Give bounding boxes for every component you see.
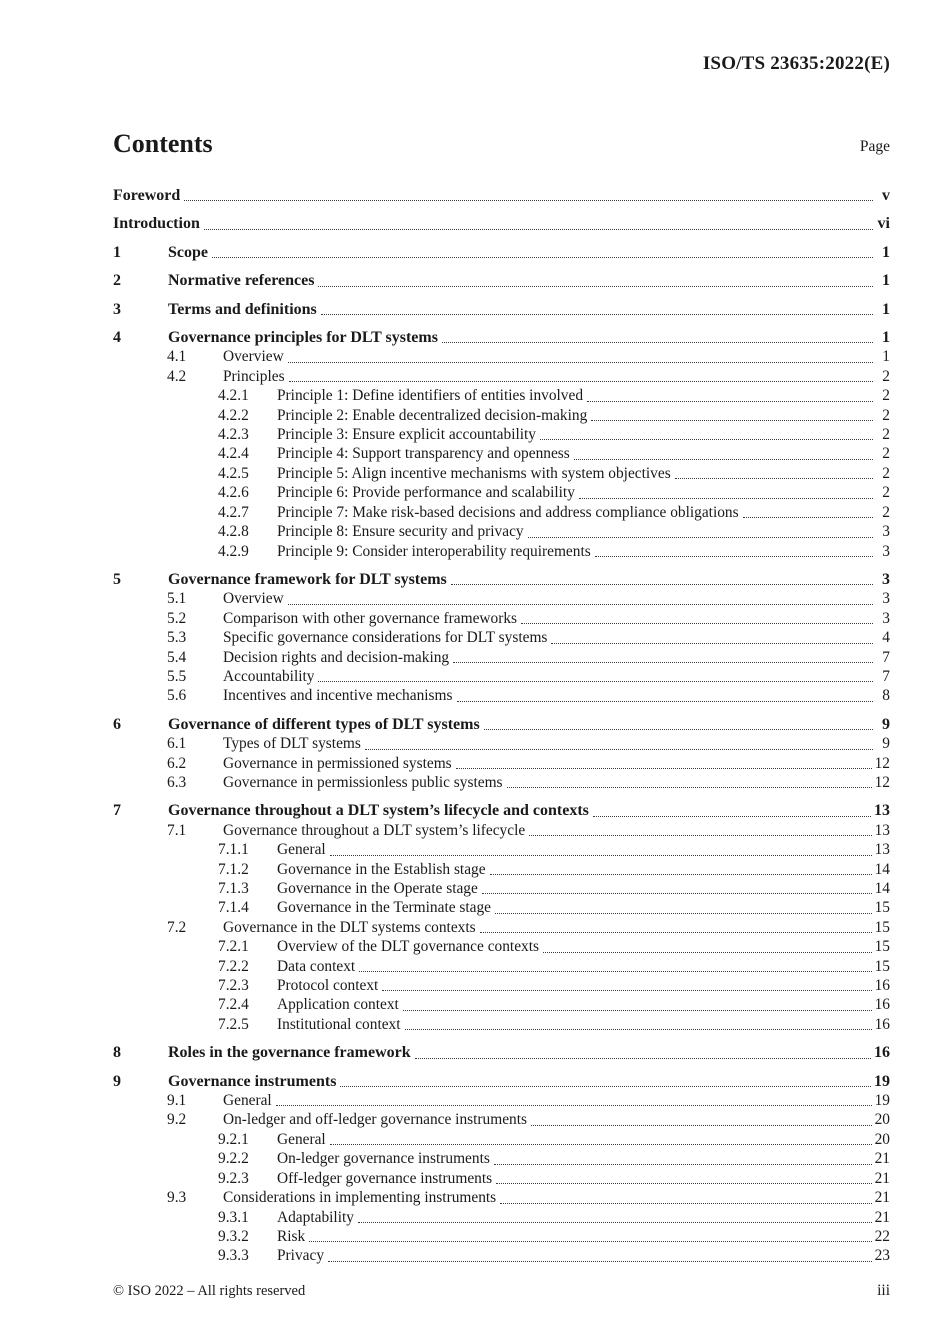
leader-dots: [495, 913, 872, 914]
toc-entry-page: 3: [882, 542, 890, 560]
toc-clause-number: 7.1.3: [218, 880, 249, 897]
toc-clause-number: 4.2.9: [218, 542, 249, 560]
toc-clause-number: 1: [113, 243, 121, 261]
toc-clause-number: 3: [113, 300, 121, 318]
toc-clause-number: 7.2.5: [218, 1015, 249, 1033]
leader-dots: [321, 314, 873, 315]
toc-row: [113, 522, 890, 541]
toc-clause-number: 6.2: [167, 754, 187, 772]
toc-row: [113, 367, 890, 386]
toc-row: [113, 773, 890, 792]
toc-entry-title: Principle 6: Provide performance and scalability: [277, 484, 575, 502]
toc-entry-title: Overview: [223, 348, 284, 366]
leader-dots: [330, 1144, 872, 1145]
toc-entry-title: Principle 7: Make risk-based decisions and address compliance obligations: [277, 503, 739, 521]
toc-entry-title: Principles: [223, 367, 285, 385]
toc-row: [113, 483, 890, 502]
leader-dots: [551, 643, 873, 644]
toc-entry-title: Roles in the governance framework: [168, 1044, 411, 1062]
toc-clause-number: 7.2.4: [218, 996, 249, 1014]
toc-clause-number: 4.2.2: [218, 406, 249, 424]
toc-row: [113, 686, 890, 705]
leader-dots: [276, 1105, 872, 1106]
copyright-notice: © ISO 2022 – All rights reserved: [113, 1283, 306, 1299]
leader-dots: [675, 478, 873, 479]
toc-entry-page: 21: [874, 1150, 890, 1168]
leader-dots: [403, 1010, 872, 1011]
toc-entry-title: On-ledger governance instruments: [277, 1150, 490, 1168]
toc-entry-title: Principle 1: Define identifiers of entities involved: [277, 387, 584, 405]
toc-entry-page: 13: [874, 841, 890, 859]
toc-entry-title: Governance in permissionless public systems: [223, 773, 503, 791]
leader-dots: [288, 362, 873, 363]
toc-row: [113, 734, 890, 753]
toc-clause-number: 5.5: [167, 667, 187, 685]
toc-row: [113, 214, 890, 233]
leader-dots: [340, 1086, 871, 1087]
toc-entry-title: Governance of different types of DLT systems: [168, 715, 480, 733]
toc-entry-title: Governance instruments: [168, 1072, 337, 1090]
toc-clause-number: 4.2.4: [218, 445, 249, 463]
toc-entry-title: Governance in the Establish stage: [277, 860, 486, 878]
toc-entry-title: Overview of the DLT governance contexts: [277, 938, 539, 956]
toc-clause-number: 4.2.5: [218, 464, 249, 482]
toc-entry-title: Data context: [277, 957, 356, 975]
leader-dots: [365, 749, 873, 750]
toc-clause-number: 9.2.2: [218, 1150, 249, 1168]
leader-dots: [453, 662, 873, 663]
toc-clause-number: 7.2.2: [218, 957, 249, 975]
toc-row: [113, 628, 890, 647]
leader-dots: [529, 835, 871, 836]
leader-dots: [204, 229, 873, 230]
leader-dots: [415, 1058, 871, 1059]
toc-entry-page: 13: [874, 802, 890, 820]
toc-row: [113, 1227, 890, 1246]
toc-row: [113, 898, 890, 917]
toc-entry-title: Governance framework for DLT systems: [168, 570, 447, 588]
toc-entry-title: Governance in the Operate stage: [277, 880, 478, 897]
page-number: iii: [877, 1282, 890, 1299]
toc-entry-page: 12: [874, 754, 890, 772]
toc-entry-page: 3: [882, 570, 890, 588]
toc-entry-title: General: [223, 1092, 272, 1110]
toc-row: [113, 840, 890, 859]
leader-dots: [595, 556, 873, 557]
toc-entry-title: Governance in permissioned systems: [223, 754, 452, 772]
leader-dots: [484, 729, 873, 730]
leader-dots: [184, 200, 873, 201]
toc-entry-page: 20: [874, 1130, 890, 1148]
toc-clause-number: 4.2.8: [218, 523, 249, 541]
document-reference: ISO/TS 23635:2022(E): [702, 53, 890, 74]
toc-entry-page: 4: [882, 629, 890, 647]
toc-entry-title: Institutional context: [277, 1015, 401, 1033]
toc-clause-number: 6.3: [167, 773, 187, 791]
toc-entry-page: 14: [874, 860, 890, 878]
toc-clause-number: 7.2.1: [218, 938, 249, 956]
toc-entry-title: Governance principles for DLT systems: [168, 329, 438, 347]
toc-entry-page: 1: [882, 329, 890, 347]
toc-entry-page: 19: [874, 1092, 890, 1110]
toc-clause-number: 9.2.3: [218, 1169, 249, 1187]
leader-dots: [289, 381, 873, 382]
toc-entry-page: 12: [874, 773, 890, 791]
toc-entry-title: Terms and definitions: [168, 300, 317, 318]
toc-entry-page: 21: [874, 1189, 890, 1207]
toc-row: [113, 300, 890, 319]
toc-entry-page: 3: [882, 609, 890, 627]
leader-dots: [591, 420, 873, 421]
toc-entry-title: Protocol context: [277, 977, 379, 995]
toc-entry-page: 21: [874, 1208, 890, 1226]
toc-row: [113, 542, 890, 561]
toc-entry-title: Specific governance considerations for DLT systems: [223, 629, 548, 647]
toc-row: [113, 1246, 890, 1265]
toc-row: [113, 667, 890, 686]
leader-dots: [500, 1203, 871, 1204]
toc-clause-number: 5.1: [167, 590, 187, 608]
toc-clause-number: 7.2.3: [218, 977, 249, 995]
leader-dots: [521, 623, 873, 624]
toc-entry-page: 2: [882, 484, 890, 502]
toc-row: [113, 609, 890, 628]
toc-entry-title: Normative references: [168, 272, 315, 290]
toc-entry-title: Decision rights and decision-making: [223, 648, 450, 666]
toc-entry-page: 15: [874, 957, 890, 975]
toc-clause-number: 9.3.1: [218, 1208, 249, 1226]
toc-entry-title: Accountability: [223, 667, 315, 685]
toc-row: [113, 937, 890, 956]
toc-entry-title: Principle 8: Ensure security and privacy: [277, 523, 524, 541]
toc-entry-page: 20: [874, 1111, 890, 1129]
leader-dots: [457, 701, 874, 702]
toc-entry-title: Incentives and incentive mechanisms: [223, 687, 453, 705]
toc-row: [113, 1072, 890, 1091]
toc-entry-page: 9: [882, 715, 890, 733]
toc-clause-number: 9.3.2: [218, 1227, 249, 1245]
leader-dots: [593, 816, 871, 817]
leader-dots: [528, 537, 873, 538]
leader-dots: [442, 342, 873, 343]
toc-entry-title: Principle 4: Support transparency and openness: [277, 445, 570, 463]
toc-entry-title: General: [277, 1130, 326, 1148]
toc-entry-page: 16: [874, 1015, 890, 1033]
toc-clause-number: 7.1.2: [218, 860, 249, 878]
toc-row: [113, 425, 890, 444]
toc-clause-number: 7: [113, 802, 121, 820]
toc-row: [113, 1149, 890, 1168]
leader-dots: [359, 971, 871, 972]
toc-row: [113, 186, 890, 205]
toc-clause-number: 9.3.3: [218, 1247, 249, 1265]
toc-row: [113, 271, 890, 290]
toc-row: [113, 1169, 890, 1188]
toc-row: [113, 1130, 890, 1149]
toc-row: [113, 328, 890, 347]
toc-clause-number: 4.1: [167, 348, 187, 366]
toc-entry-page: 8: [882, 687, 890, 705]
leader-dots: [543, 952, 872, 953]
toc-clause-number: 8: [113, 1044, 121, 1062]
toc-clause-number: 9.2: [167, 1111, 187, 1129]
toc-entry-title: Governance in the Terminate stage: [277, 899, 492, 917]
toc-entry-page: 13: [874, 821, 890, 839]
toc-row: [113, 464, 890, 483]
toc-entry-title: General: [277, 841, 326, 859]
toc-entry-page: 2: [882, 387, 890, 405]
leader-dots: [382, 990, 871, 991]
toc-entry-page: 3: [882, 590, 890, 608]
toc-row: [113, 1110, 890, 1129]
leader-dots: [482, 893, 872, 894]
toc-entry-page: vi: [877, 215, 890, 233]
leader-dots: [309, 1241, 871, 1242]
leader-dots: [496, 1183, 872, 1184]
leader-dots: [318, 681, 873, 682]
toc-entry-page: 3: [882, 523, 890, 541]
toc-entry-page: 2: [882, 445, 890, 463]
toc-entry-title: Adaptability: [277, 1208, 354, 1226]
toc-entry-page: 22: [874, 1227, 890, 1245]
toc-entry-title: Scope: [168, 243, 208, 261]
toc-row: [113, 648, 890, 667]
toc-entry-title: Risk: [277, 1227, 306, 1245]
toc-clause-number: 9: [113, 1072, 121, 1090]
toc-row: [113, 1091, 890, 1110]
toc-entry-title: Governance throughout a DLT system’s lifecycle and contexts: [168, 802, 589, 820]
toc-clause-number: 5.6: [167, 687, 187, 705]
toc-entry-title: Governance throughout a DLT system’s lifecycle: [223, 821, 526, 839]
toc-entry-page: 15: [874, 899, 890, 917]
toc-entry-page: 15: [874, 938, 890, 956]
leader-dots: [540, 439, 873, 440]
toc-row: [113, 1015, 890, 1034]
toc-row: [113, 860, 890, 879]
toc-entry-page: 1: [882, 243, 890, 261]
toc-clause-number: 6: [113, 715, 121, 733]
toc-entry-page: 2: [882, 464, 890, 482]
leader-dots: [405, 1029, 872, 1030]
toc-entry-title: Considerations in implementing instruments: [223, 1189, 497, 1207]
toc-entry-page: 7: [882, 667, 890, 685]
toc-entry-title: Comparison with other governance frameworks: [223, 609, 518, 627]
leader-dots: [358, 1222, 872, 1223]
leader-dots: [490, 874, 872, 875]
leader-dots: [318, 286, 873, 287]
toc-entry-title: Privacy: [277, 1247, 325, 1265]
toc-row: [113, 1208, 890, 1227]
toc-entry-page: 15: [874, 918, 890, 936]
toc-clause-number: 4: [113, 329, 121, 347]
contents-header: [113, 129, 890, 159]
toc-clause-number: 4.2.3: [218, 426, 249, 444]
toc-row: [113, 801, 890, 820]
toc-entry-title: Principle 9: Consider interoperability requirements: [277, 542, 591, 560]
page-column-label: Page: [859, 138, 890, 155]
table-of-contents: [113, 186, 890, 1266]
toc-clause-number: 5: [113, 570, 121, 588]
toc-entry-page: 16: [874, 996, 890, 1014]
toc-row: [113, 503, 890, 522]
toc-entry-title: Principle 2: Enable decentralized decision-making: [277, 406, 588, 424]
toc-entry-title: Overview: [223, 590, 284, 608]
leader-dots: [330, 855, 872, 856]
leader-dots: [328, 1261, 872, 1262]
toc-entry-title: Principle 3: Ensure explicit accountability: [277, 426, 537, 444]
toc-clause-number: 7.1.4: [218, 899, 249, 917]
toc-entry-page: 2: [882, 426, 890, 444]
toc-clause-number: 9.3: [167, 1189, 187, 1207]
leader-dots: [451, 584, 873, 585]
toc-entry-title: Introduction: [113, 215, 200, 233]
toc-entry-page: 14: [874, 880, 890, 897]
leader-dots: [587, 401, 873, 402]
toc-row: [113, 406, 890, 425]
toc-entry-title: Governance in the DLT systems contexts: [223, 918, 476, 936]
toc-row: [113, 821, 890, 840]
leader-dots: [456, 768, 872, 769]
leader-dots: [288, 604, 873, 605]
toc-entry-page: 7: [882, 648, 890, 666]
toc-clause-number: 7.2: [167, 918, 187, 936]
leader-dots: [480, 932, 872, 933]
toc-entry-title: Off-ledger governance instruments: [277, 1169, 493, 1187]
toc-row: [113, 879, 890, 898]
toc-row: [113, 918, 890, 937]
leader-dots: [574, 459, 873, 460]
toc-entry-title: Principle 5: Align incentive mechanisms with system objectives: [277, 464, 671, 482]
leader-dots: [531, 1125, 872, 1126]
toc-entry-page: 19: [874, 1072, 890, 1090]
toc-clause-number: 4.2.1: [218, 387, 249, 405]
leader-dots: [507, 787, 872, 788]
toc-entry-page: 2: [882, 503, 890, 521]
toc-clause-number: 6.1: [167, 735, 187, 753]
toc-entry-page: 21: [874, 1169, 890, 1187]
page-title: Contents: [113, 129, 213, 158]
toc-clause-number: 7.1: [167, 821, 187, 839]
toc-entry-title: Types of DLT systems: [223, 735, 361, 753]
toc-row: [113, 570, 890, 589]
toc-clause-number: 5.3: [167, 629, 187, 647]
toc-row: [113, 1043, 890, 1062]
leader-dots: [494, 1164, 872, 1165]
toc-row: [113, 589, 890, 608]
toc-clause-number: 9.1: [167, 1092, 187, 1110]
toc-entry-page: 16: [874, 1044, 890, 1062]
toc-entry-title: Foreword: [113, 187, 181, 204]
toc-entry-title: Application context: [277, 996, 399, 1014]
toc-row: [113, 243, 890, 262]
leader-dots: [579, 498, 873, 499]
toc-clause-number: 4.2.6: [218, 484, 249, 502]
toc-row: [113, 444, 890, 463]
toc-entry-page: 16: [874, 977, 890, 995]
toc-row: [113, 715, 890, 734]
toc-clause-number: 5.2: [167, 609, 187, 627]
toc-entry-page: 2: [882, 406, 890, 424]
toc-row: [113, 754, 890, 773]
page-footer: [113, 1282, 890, 1300]
toc-clause-number: 4.2: [167, 367, 187, 385]
toc-row: [113, 957, 890, 976]
toc-clause-number: 7.1.1: [218, 841, 249, 859]
toc-entry-page: v: [882, 187, 890, 204]
toc-row: [113, 347, 890, 366]
leader-dots: [743, 517, 873, 518]
toc-clause-number: 2: [113, 272, 121, 290]
toc-clause-number: 4.2.7: [218, 503, 249, 521]
toc-row: [113, 976, 890, 995]
toc-entry-page: 1: [882, 348, 890, 366]
toc-entry-title: On-ledger and off-ledger governance instruments: [223, 1111, 527, 1129]
toc-entry-page: 2: [882, 367, 890, 385]
toc-row: [113, 386, 890, 405]
toc-entry-page: 1: [882, 300, 890, 318]
toc-row: [113, 1188, 890, 1207]
toc-row: [113, 995, 890, 1014]
toc-clause-number: 5.4: [167, 648, 187, 666]
toc-entry-page: 9: [882, 735, 890, 753]
toc-entry-page: 23: [874, 1247, 890, 1265]
toc-entry-page: 1: [882, 272, 890, 290]
leader-dots: [212, 257, 873, 258]
toc-clause-number: 9.2.1: [218, 1130, 249, 1148]
